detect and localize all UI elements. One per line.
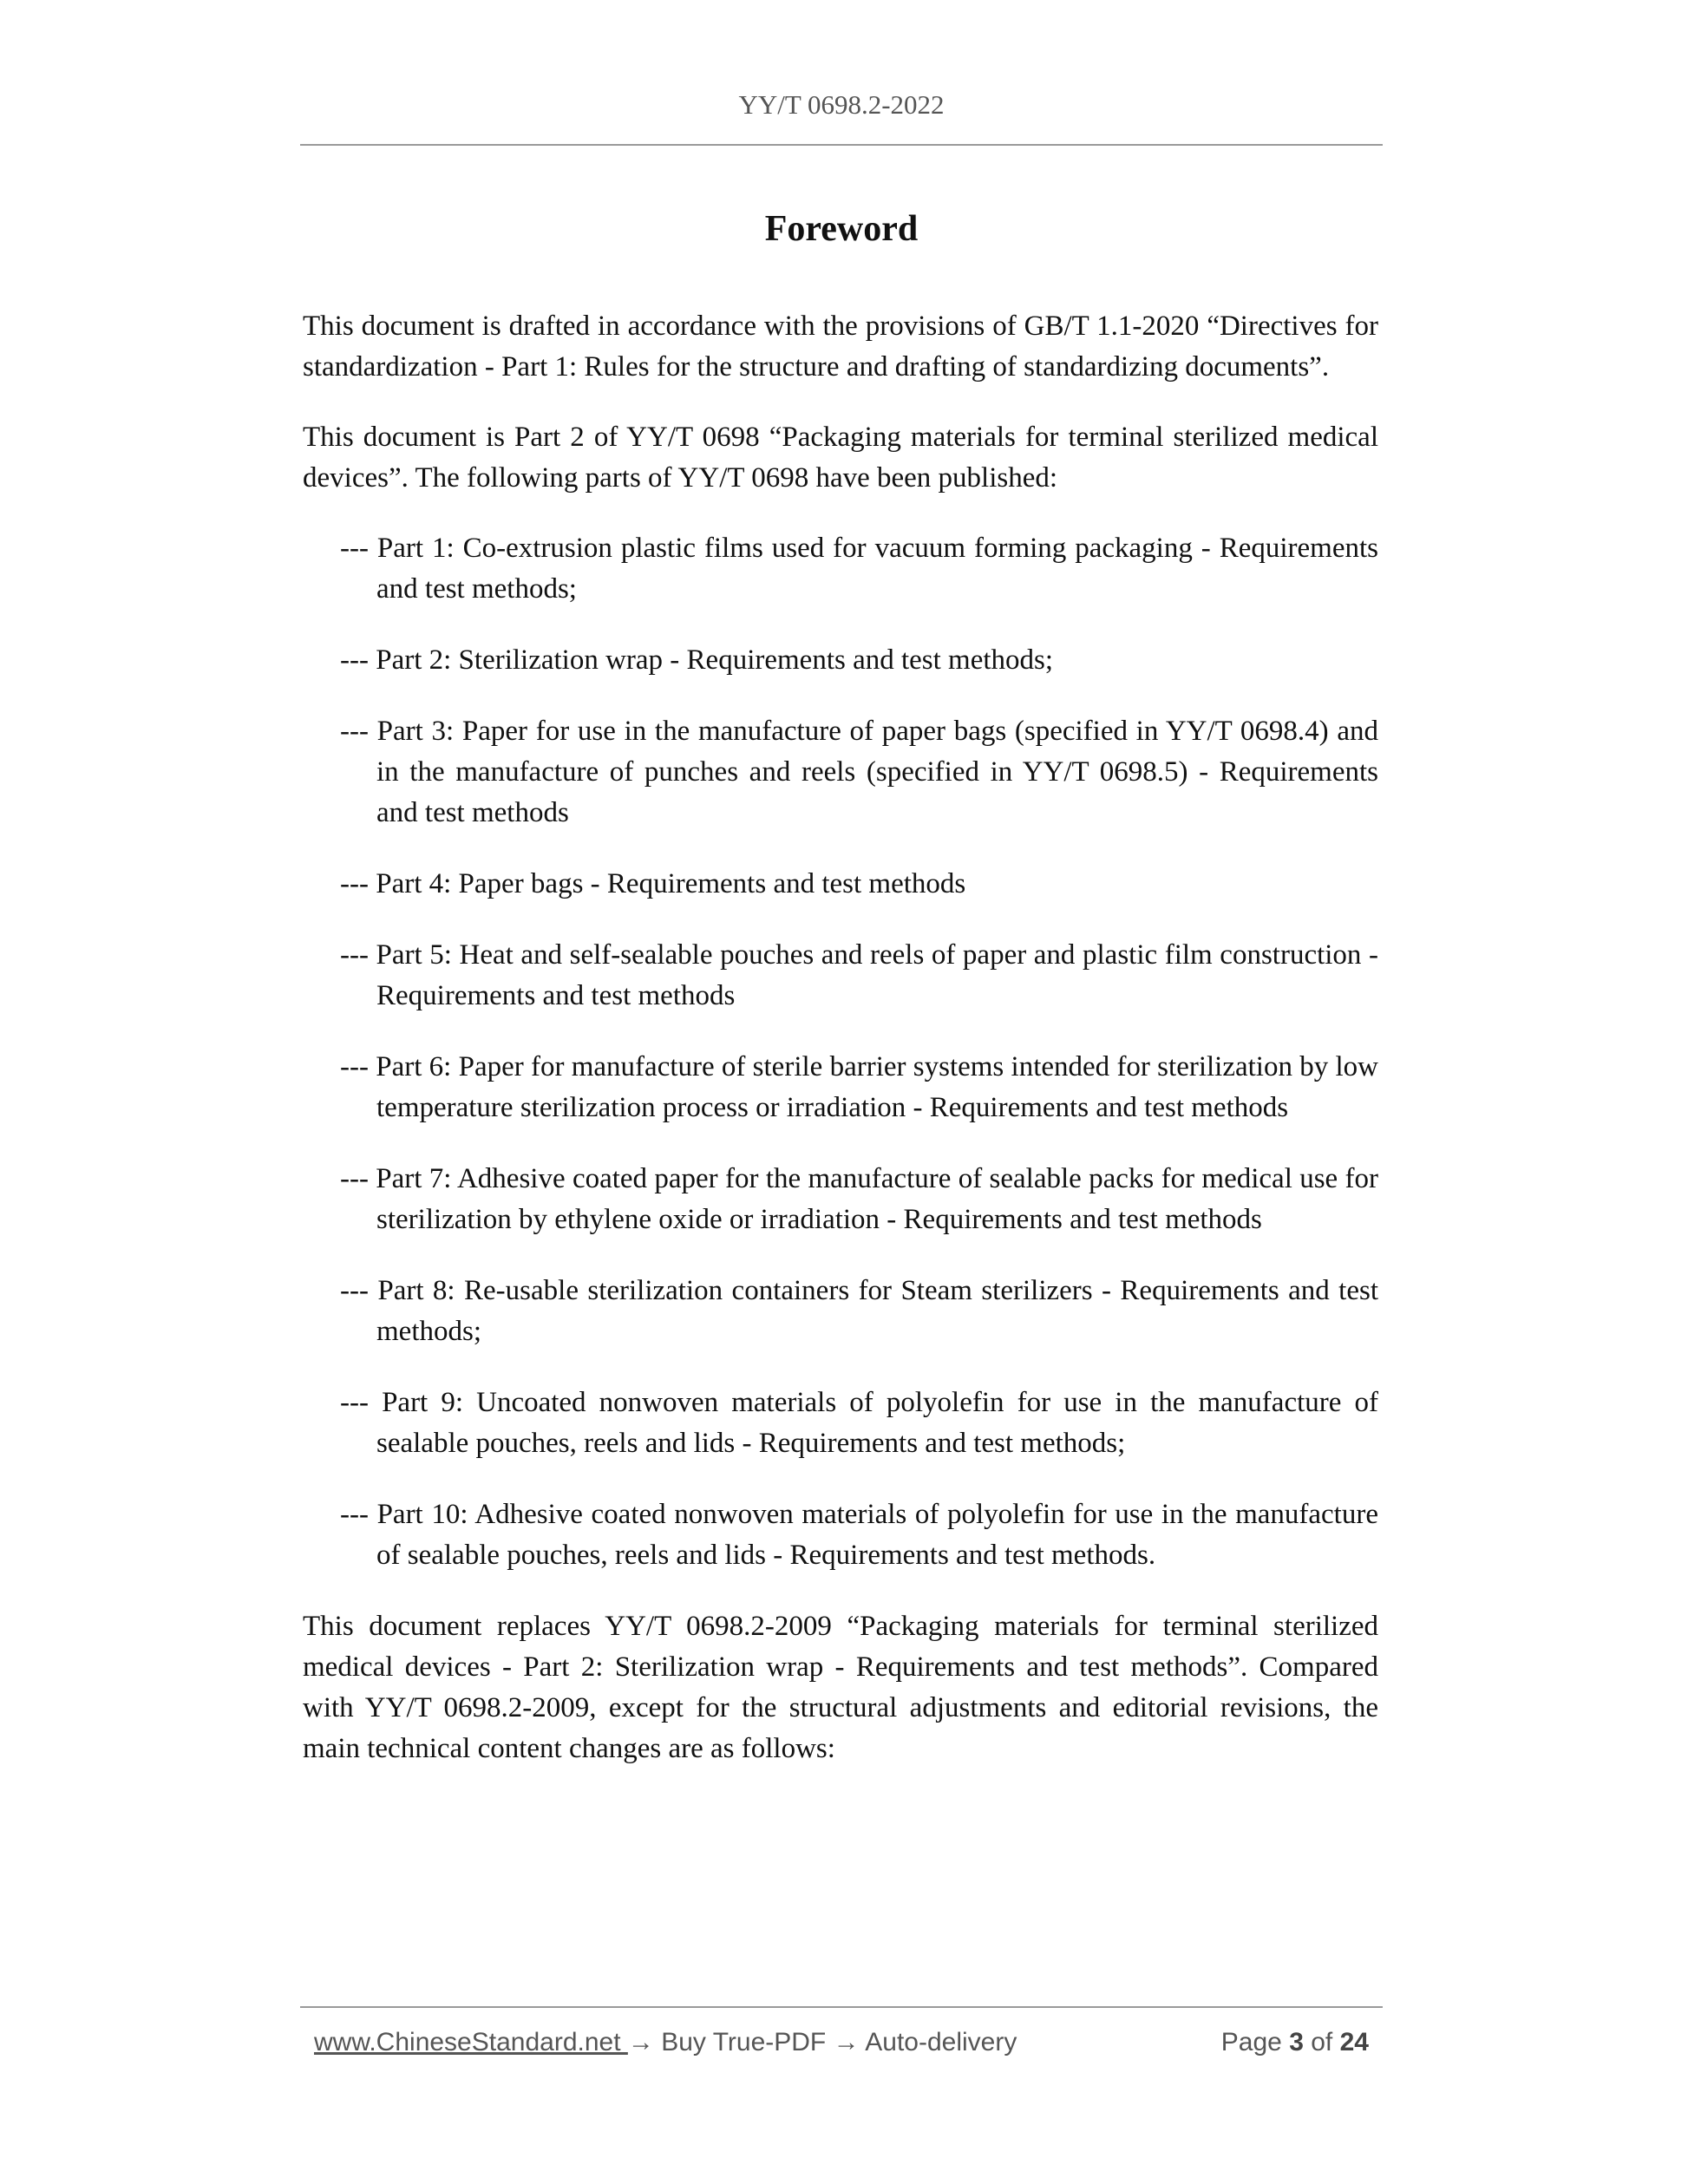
footer-left (314, 2028, 1017, 2057)
document-body (303, 306, 1378, 1799)
list-item: --- Part 2: Sterilization wrap - Requirements and test methods; (340, 644, 1054, 676)
page-footer (314, 2028, 1369, 2057)
list-item: --- Part 3: Paper for use in the manufacture of paper bags (specified in YY/T 0698.4) and in the manufacture of punches and reels (specified in YY/T 0698.5) - Requirements and test methods (340, 716, 1378, 828)
website-link[interactable]: www.ChineseStandard.net (314, 2028, 628, 2056)
footer-tagline: → Buy True-PDF → Auto-delivery (627, 2028, 1017, 2056)
page-title: Foreword (764, 209, 919, 249)
paragraph: This document is drafted in accordance with the provisions of GB/T 1.1-2020 “Directives for standardization - Part 1: Rules for the structure and drafting of standardizing documents”. (303, 311, 1378, 383)
list-item: --- Part 1: Co-extrusion plastic films used for vacuum forming packaging - Requirements and test methods; (340, 533, 1378, 605)
list-item: --- Part 8: Re-usable sterilization containers for Steam sterilizers - Requirements and test methods; (340, 1275, 1378, 1347)
header-divider (300, 144, 1383, 146)
paragraph: This document is Part 2 of YY/T 0698 “Packaging materials for terminal sterilized medical devices”. The following parts of YY/T 0698 have been published: (303, 422, 1378, 494)
list-item: --- Part 4: Paper bags - Requirements and test methods (340, 868, 966, 899)
list-item: --- Part 6: Paper for manufacture of sterile barrier systems intended for sterilization by low temperature sterilization process or irradiation - Requirements and test methods (340, 1051, 1378, 1123)
of-label: of (1311, 2028, 1333, 2056)
page-current: 3 (1289, 2028, 1304, 2056)
list-item: --- Part 10: Adhesive coated nonwoven materials of polyolefin for use in the manufacture of sealable pouches, reels and lids - Requirements and test methods. (340, 1499, 1378, 1571)
paragraph: This document replaces YY/T 0698.2-2009 “Packaging materials for terminal sterilized medical devices - Part 2: Sterilization wrap - Requirements and test methods”. Compared with YY/T 0698.2-2009, except for the structural adjustments and editorial revisions, the main technical content changes are as follows: (303, 1611, 1378, 1764)
page-total: 24 (1339, 2028, 1369, 2056)
page-indicator (1221, 2028, 1369, 2057)
running-header: YY/T 0698.2-2022 (738, 89, 945, 120)
footer-divider (300, 2006, 1383, 2008)
parts-list (303, 528, 1378, 1576)
list-item: --- Part 5: Heat and self-sealable pouches and reels of paper and plastic film construction - Requirements and test methods (340, 939, 1378, 1011)
list-item: --- Part 9: Uncoated nonwoven materials of polyolefin for use in the manufacture of sealable pouches, reels and lids - Requirements and test methods; (340, 1387, 1378, 1459)
page-label: Page (1220, 2028, 1282, 2056)
list-item: --- Part 7: Adhesive coated paper for the manufacture of sealable packs for medical use for sterilization by ethylene oxide or irradiation - Requirements and test methods (340, 1163, 1378, 1235)
